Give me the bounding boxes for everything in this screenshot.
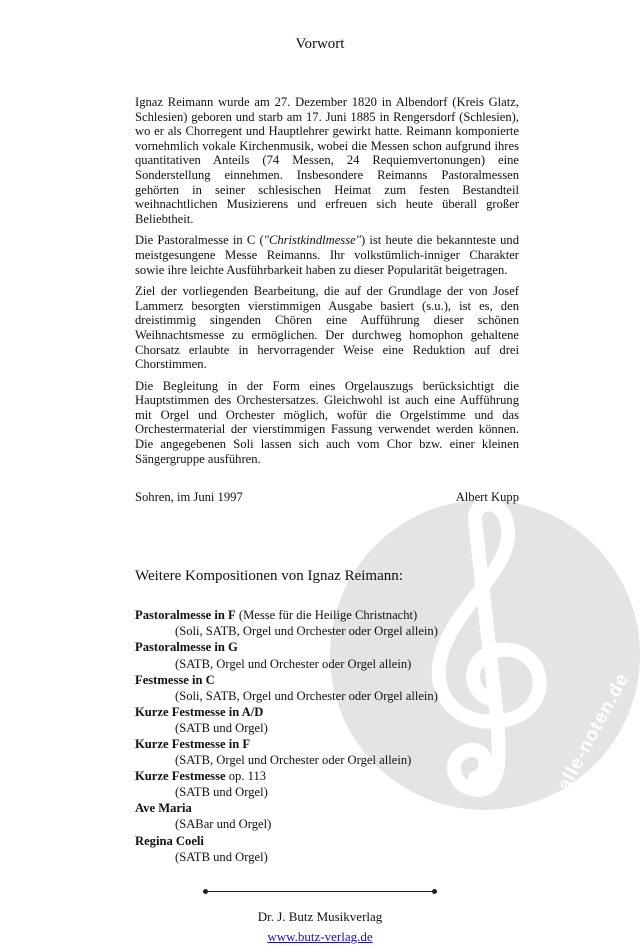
work-name: Ave Maria (135, 801, 192, 816)
work-title (135, 704, 519, 720)
work-name: Kurze Festmesse in A/D (135, 704, 264, 719)
publisher-link[interactable]: www.butz-verlag.de (267, 928, 373, 944)
work-title (135, 607, 519, 623)
work-scoring: (SATB und Orgel) (175, 720, 268, 735)
watermark-text: alle-noten.de (553, 669, 634, 795)
work-scoring: (Soli, SATB, Orgel und Orchester oder Orgel allein) (175, 624, 438, 639)
work-name: Festmesse in C (135, 672, 215, 687)
work-subtitle: (Messe für die Heilige Christnacht) (235, 608, 418, 623)
work-title (135, 768, 519, 784)
more-works-heading: Weitere Kompositionen von Ignaz Reimann: (135, 568, 403, 585)
author: Albert Kupp (455, 490, 519, 505)
work-title (135, 800, 519, 816)
paragraph: Ziel der vorliegenden Bearbeitung, die auf der Grundlage der von Josef Lammerz besorgten vierstimmigen Ausgabe basiert (s.u.), ist es, den dreistimmig singenden Chören eine Aufführung dieser schönen Weihnachtsmesse zu ermöglichen. Der durchweg homophon gehaltene Chorsatz erlaubte in hervorragender Weise eine Reduktion auf drei Chorstimmen. (135, 284, 519, 372)
preface-body (135, 95, 519, 466)
paragraph-text: ) ist heute die bekannteste und meistgesungene Messe Reimanns. Ihr volkstümlich-inniger Charakter sowie ihre leichte Ausführbarkeit haben zu dieser Popularität beigetragen. (135, 233, 519, 277)
work-scoring: (SATB und Orgel) (175, 849, 268, 864)
paragraph: Ignaz Reimann wurde am 27. Dezember 1820 in Albendorf (Kreis Glatz, Schlesien) geboren und starb am 17. Juni 1885 in Rengersdorf (Schlesien), wo er als Chorregent und Hauptlehrer gewirkt hatte. Reimann komponierte vornehmlich vokale Kirchenmusik, wobei die Messen schon aufgrund ihres quantitativen Anteils (74 Messen, 24 Requiemvertonungen) eine Sonderstellung einnehmen. Insbesondere Reimanns Pastoralmessen gehörten in seiner schlesischen Heimat zum festen Bestandteil weihnachtlichen Musizierens und erfreuen sich heute überall großer Beliebtheit. (135, 95, 519, 226)
work-subtitle: op. 113 (225, 769, 267, 784)
work-title (135, 639, 519, 655)
paragraph-text: Die Pastoralmesse in C ( (135, 233, 264, 248)
work-title (135, 736, 519, 752)
work-name: Regina Coeli (135, 833, 204, 848)
work-name: Pastoralmesse in F (135, 608, 236, 623)
paragraph: Die Begleitung in der Form eines Orgelauszugs berücksichtigt die Hauptstimmen des Orchestersatzes. Gleichwohl ist auch eine Aufführung mit Orgel und Orchester möglich, wofür die Orgelstimme und das Orchestermaterial der vierstimmigen Fassung verwendet werden können. Die angegebenen Soli lassen sich auch vom Chor bzw. einer kleinen Sängergruppe ausführen. (135, 378, 519, 466)
place-date: Sohren, im Juni 1997 (135, 490, 243, 505)
work-scoring: (SATB, Orgel und Orchester oder Orgel allein) (175, 753, 412, 768)
signature (135, 490, 519, 505)
work-name: Kurze Festmesse in F (135, 737, 251, 751)
work-scoring: (Soli, SATB, Orgel und Orchester oder Orgel allein) (175, 688, 438, 703)
footer (0, 891, 640, 945)
work-name: Kurze Festmesse (135, 769, 226, 784)
publisher: Dr. J. Butz Musikverlag (257, 908, 383, 924)
work-scoring: (SATB, Orgel und Orchester oder Orgel allein) (175, 656, 412, 671)
work-title (135, 833, 519, 849)
works-list (135, 607, 519, 865)
paragraph (135, 233, 519, 277)
page-content (135, 95, 519, 945)
paragraph-italic: "Christkindlmesse" (263, 233, 361, 248)
work-name: Pastoralmesse in G (135, 640, 238, 655)
work-scoring: (SABar und Orgel) (175, 817, 272, 832)
page-title: Vorwort (295, 36, 345, 52)
work-scoring: (SATB und Orgel) (175, 785, 268, 800)
work-title (135, 672, 519, 688)
divider (205, 891, 435, 892)
